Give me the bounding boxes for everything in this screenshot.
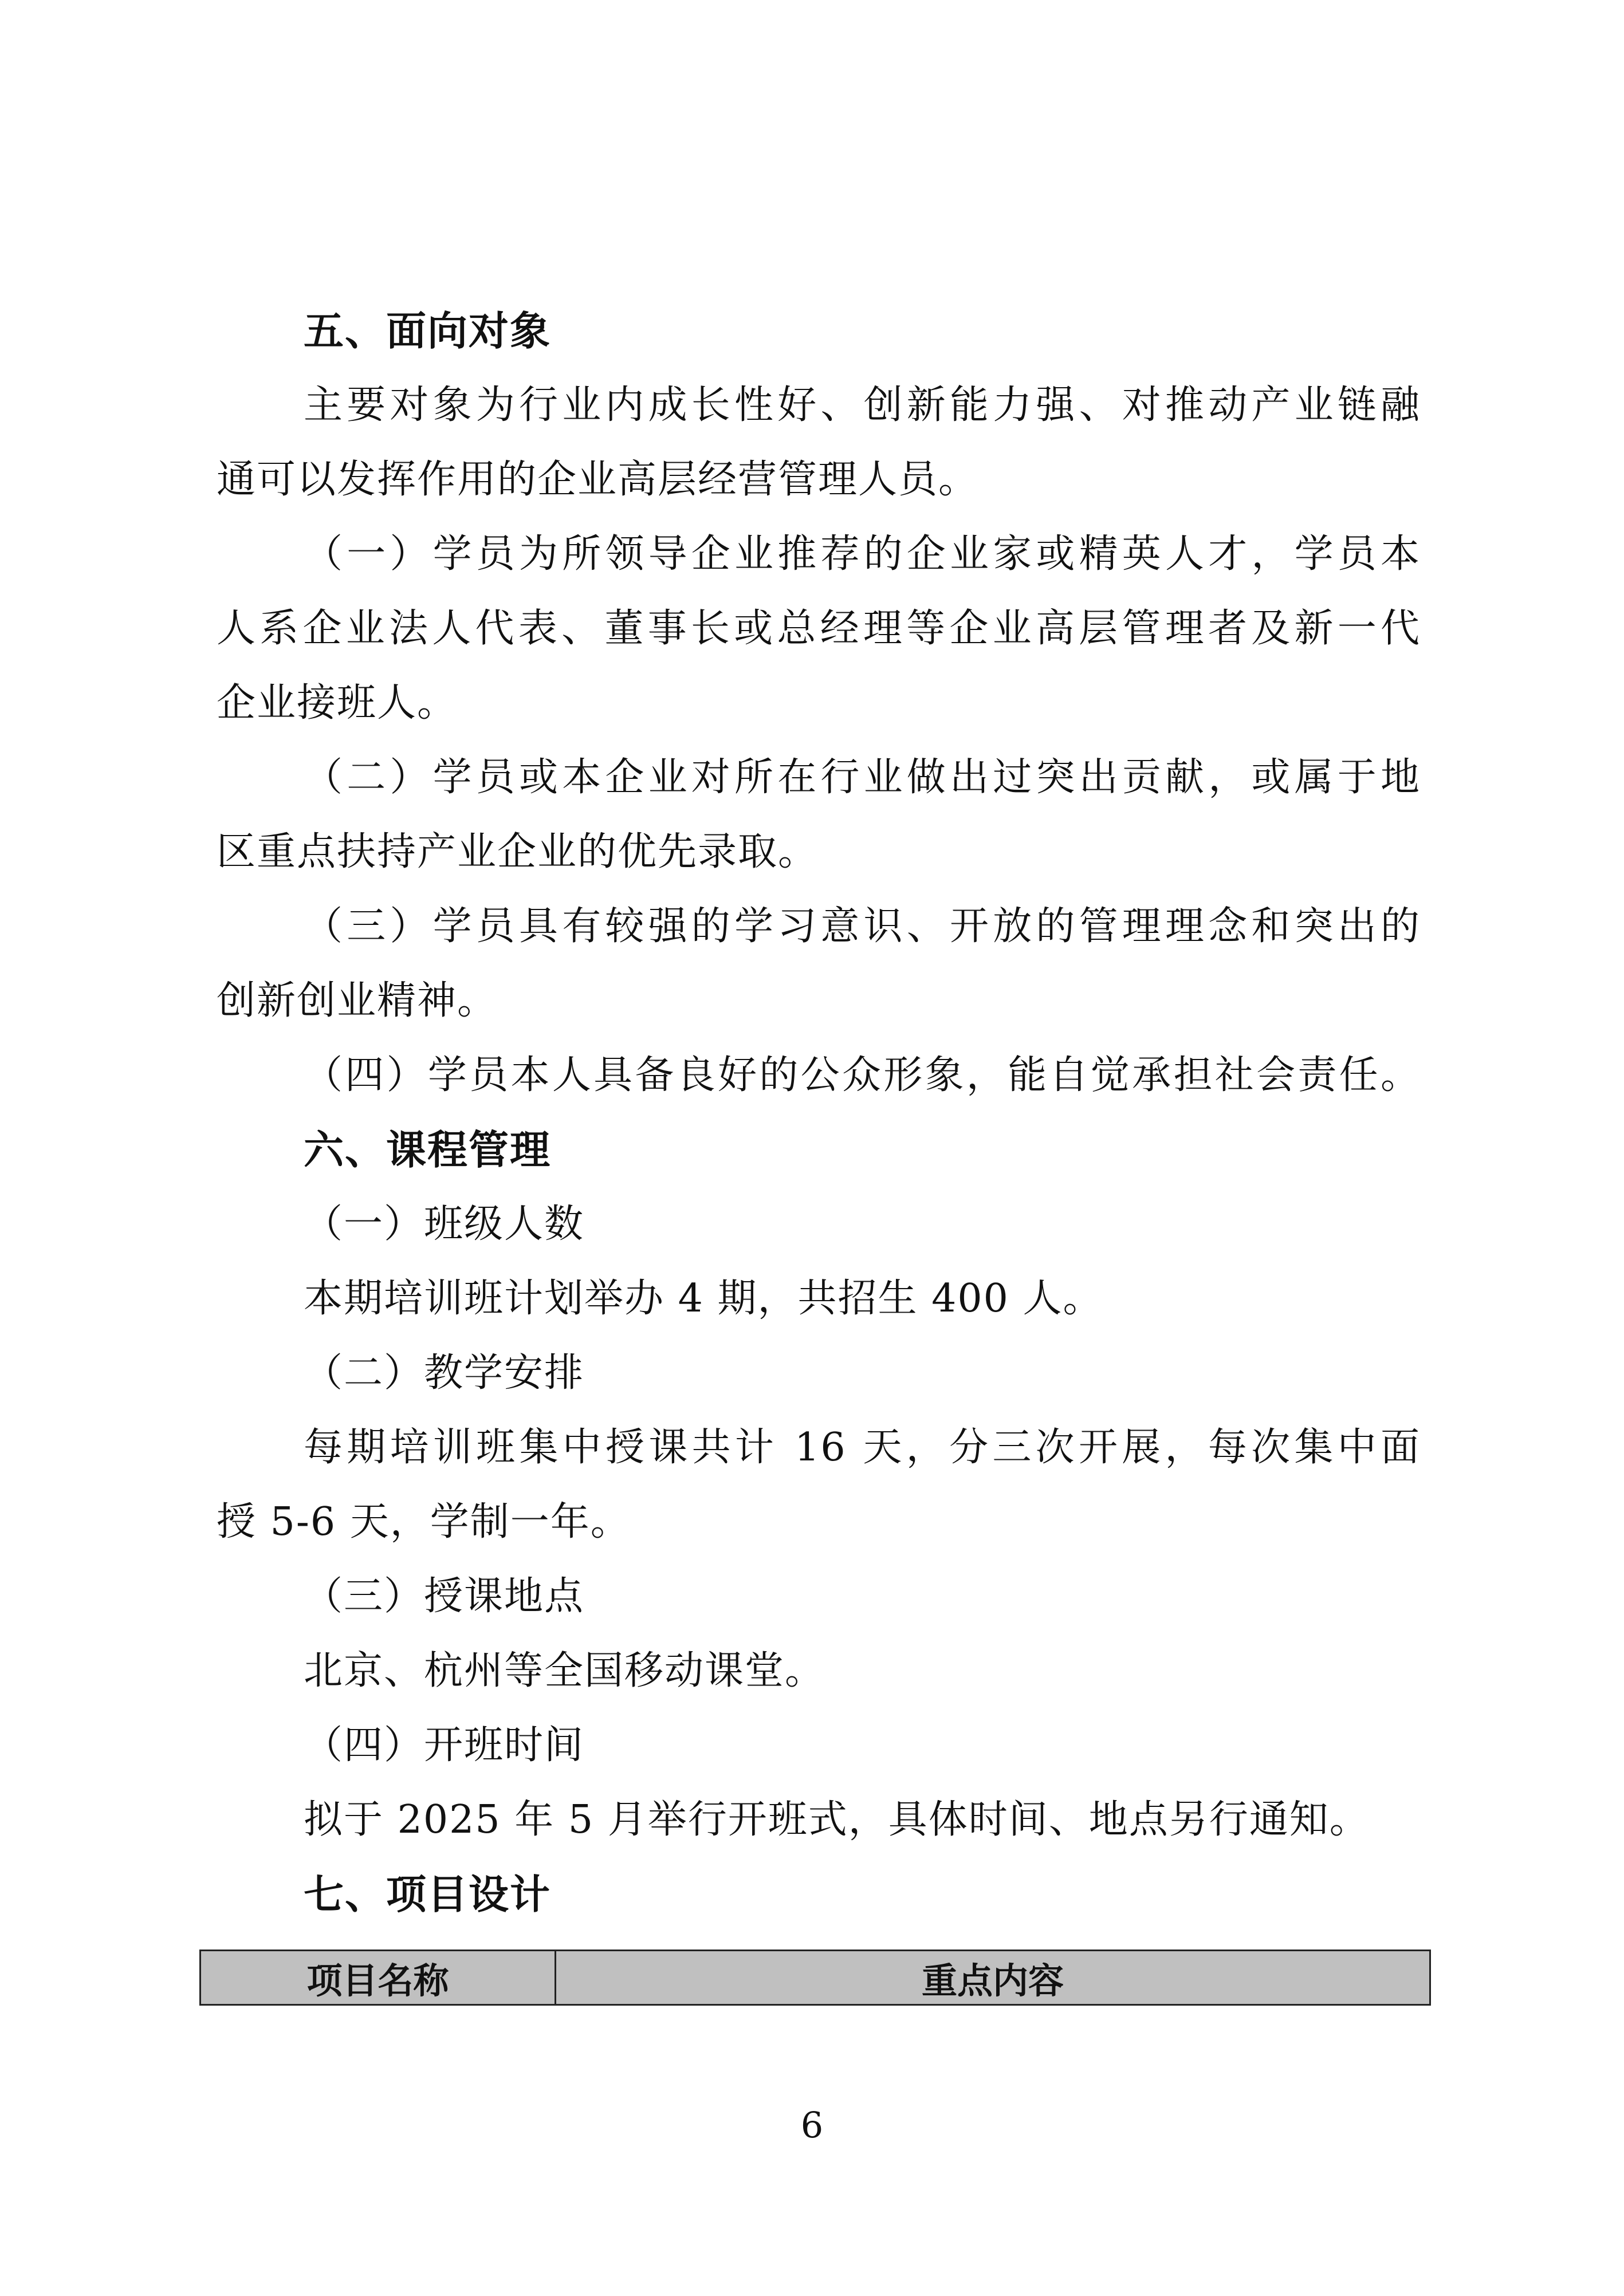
section-6-sub-4-title: （四）开班时间	[304, 1723, 585, 1768]
section-5-item-1-line-3: 企业接班人。	[217, 680, 458, 726]
section-6-sub-2-line-2: 授 5-6 天，学制一年。	[217, 1499, 631, 1545]
section-6-sub-1-title: （一）班级人数	[304, 1202, 585, 1247]
section-5-item-3-line-1: （三）学员具有较强的学习意识、开放的管理理念和突出的	[304, 904, 1421, 949]
section-5-intro-line-2: 通可以发挥作用的企业高层经营管理人员。	[217, 457, 979, 502]
section-6-sub-4-text: 拟于 2025 年 5 月举行开班式，具体时间、地点另行通知。	[304, 1797, 1370, 1842]
section-5-item-2-line-1: （二）学员或本企业对所在行业做出过突出贡献，或属于地	[304, 755, 1421, 800]
section-5-item-1-line-2: 人系企业法人代表、董事长或总经理等企业高层管理者及新一代	[217, 606, 1421, 651]
section-6-sub-3-title: （三）授课地点	[304, 1574, 585, 1619]
table-header-key-content: 重点内容	[921, 1959, 1064, 2002]
section-6-sub-2-line-1: 每期培训班集中授课共计 16 天，分三次开展，每次集中面	[304, 1425, 1421, 1470]
table-header-project-name: 项目名称	[201, 1951, 556, 2004]
section-5-item-3-line-2: 创新创业精神。	[217, 978, 498, 1023]
section-5-item-2-line-2: 区重点扶持产业企业的优先录取。	[217, 829, 819, 875]
section-6-sub-3-text: 北京、杭州等全国移动课堂。	[304, 1648, 825, 1694]
page-number: 6	[800, 2104, 824, 2146]
section-6-sub-1-text: 本期培训班计划举办 4 期，共招生 400 人。	[304, 1276, 1103, 1321]
section-5-heading: 五、面向对象	[304, 308, 551, 355]
section-5-intro-line-1: 主要对象为行业内成长性好、创新能力强、对推动产业链融	[304, 383, 1421, 428]
section-5-item-4: （四）学员本人具备良好的公众形象，能自觉承担社会责任。	[304, 1053, 1421, 1098]
section-7-heading: 七、项目设计	[304, 1871, 551, 1918]
project-design-table	[199, 1950, 1431, 2006]
section-6-sub-2-title: （二）教学安排	[304, 1350, 585, 1396]
section-5-item-1-line-1: （一）学员为所领导企业推荐的企业家或精英人才，学员本	[304, 531, 1421, 577]
section-6-heading: 六、课程管理	[304, 1127, 551, 1173]
